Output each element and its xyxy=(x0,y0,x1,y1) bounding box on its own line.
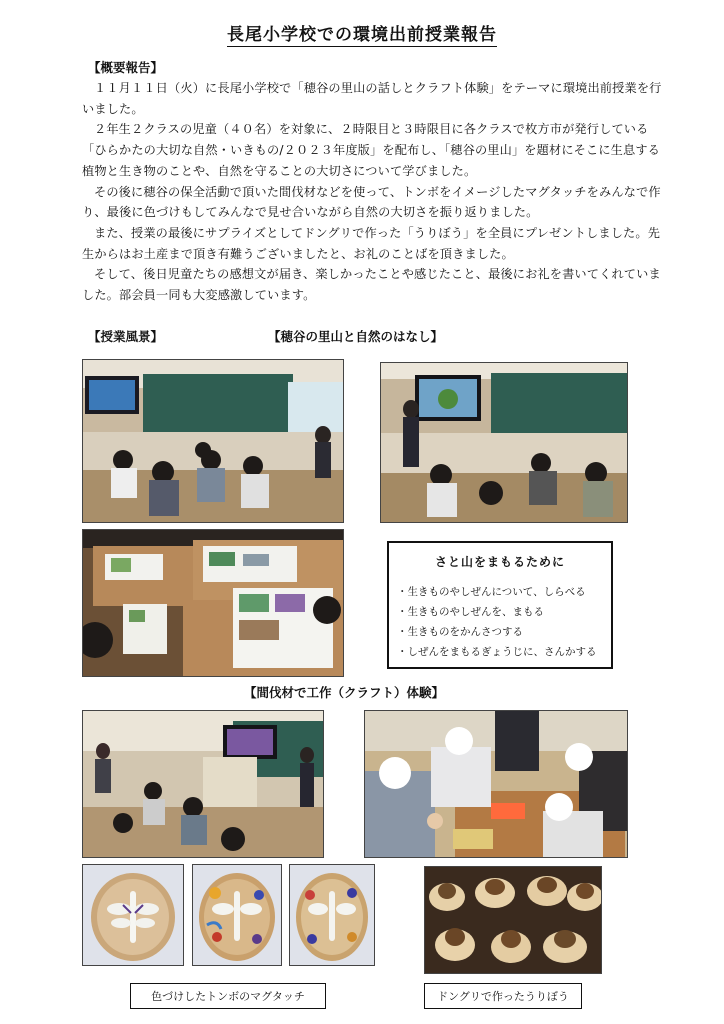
list-item: ・生きものやしぜんについて、しらべる xyxy=(397,586,586,598)
craft-children-photo xyxy=(364,710,628,858)
magtouch-caption: 色づけしたトンボのマグタッチ xyxy=(130,983,326,1009)
craft-classroom-photo xyxy=(82,710,324,858)
overview-paragraph: そして、後日児童たちの感想文が届き、楽しかったことや感じたこと、最後にお礼を書いてくれていました。部会員一同も大変感激しています。 xyxy=(82,267,661,303)
classroom-photo-1 xyxy=(82,359,344,523)
magtouch-photo-3 xyxy=(289,864,375,966)
lesson-scene-subheading: 【穂谷の里山と自然のはなし】 xyxy=(268,329,444,344)
uribou-photo xyxy=(424,866,602,974)
satoyama-card-list xyxy=(397,582,611,662)
overview-paragraph: その後に穂谷の保全活動で頂いた間伐材などを使って、トンボをイメージしたマグタッチをみんなで作り、最後に色づけもしてみんなで見せ合いながら自然の大切さを振り返りました。 xyxy=(82,184,661,220)
page-title: 長尾小学校での環境出前授業報告 xyxy=(227,25,497,45)
overview-heading: 【概要報告】 xyxy=(88,60,164,75)
uribou-caption: ドングリで作ったうりぼう xyxy=(424,983,582,1009)
list-item: ・生きものやしぜんを、まもる xyxy=(397,606,544,618)
satoyama-card xyxy=(387,541,613,669)
satoyama-card-title: さと山をまもるために xyxy=(434,555,565,569)
overview-body xyxy=(82,78,664,306)
craft-heading: 【間伐材で工作（クラフト）体験】 xyxy=(244,685,445,700)
magtouch-photo-2 xyxy=(192,864,282,966)
classroom-photo-2 xyxy=(380,362,628,523)
overview-paragraph: また、授業の最後にサプライズとしてドングリで作った「うりぼう」を全員にプレゼントしました。先生からはお土産まで頂き有難うございましたと、お礼のことばを頂きました。 xyxy=(82,225,661,261)
list-item: ・生きものをかんさつする xyxy=(397,626,523,638)
booklet-photo xyxy=(82,529,344,677)
magtouch-photo-1 xyxy=(82,864,184,966)
list-item: ・しぜんをまもるぎょうじに、さんかする xyxy=(397,646,597,658)
overview-paragraph: ２年生２クラスの児童（４０名）を対象に、２時限目と３時限目に各クラスで枚方市が発行している「ひらかたの大切な自然・いきもの/２０２３年度版」を配布し、「穂谷の里山」を題材にそこに生息する植物と生き物のことや、自然を守ることの大切さについて学びました。 xyxy=(82,122,661,178)
lesson-scene-heading: 【授業風景】 xyxy=(88,329,164,344)
overview-paragraph: １１月１１日（火）に長尾小学校で「穂谷の里山の話しとクラフト体験」をテーマに環境出前授業を行いました。 xyxy=(82,81,662,116)
